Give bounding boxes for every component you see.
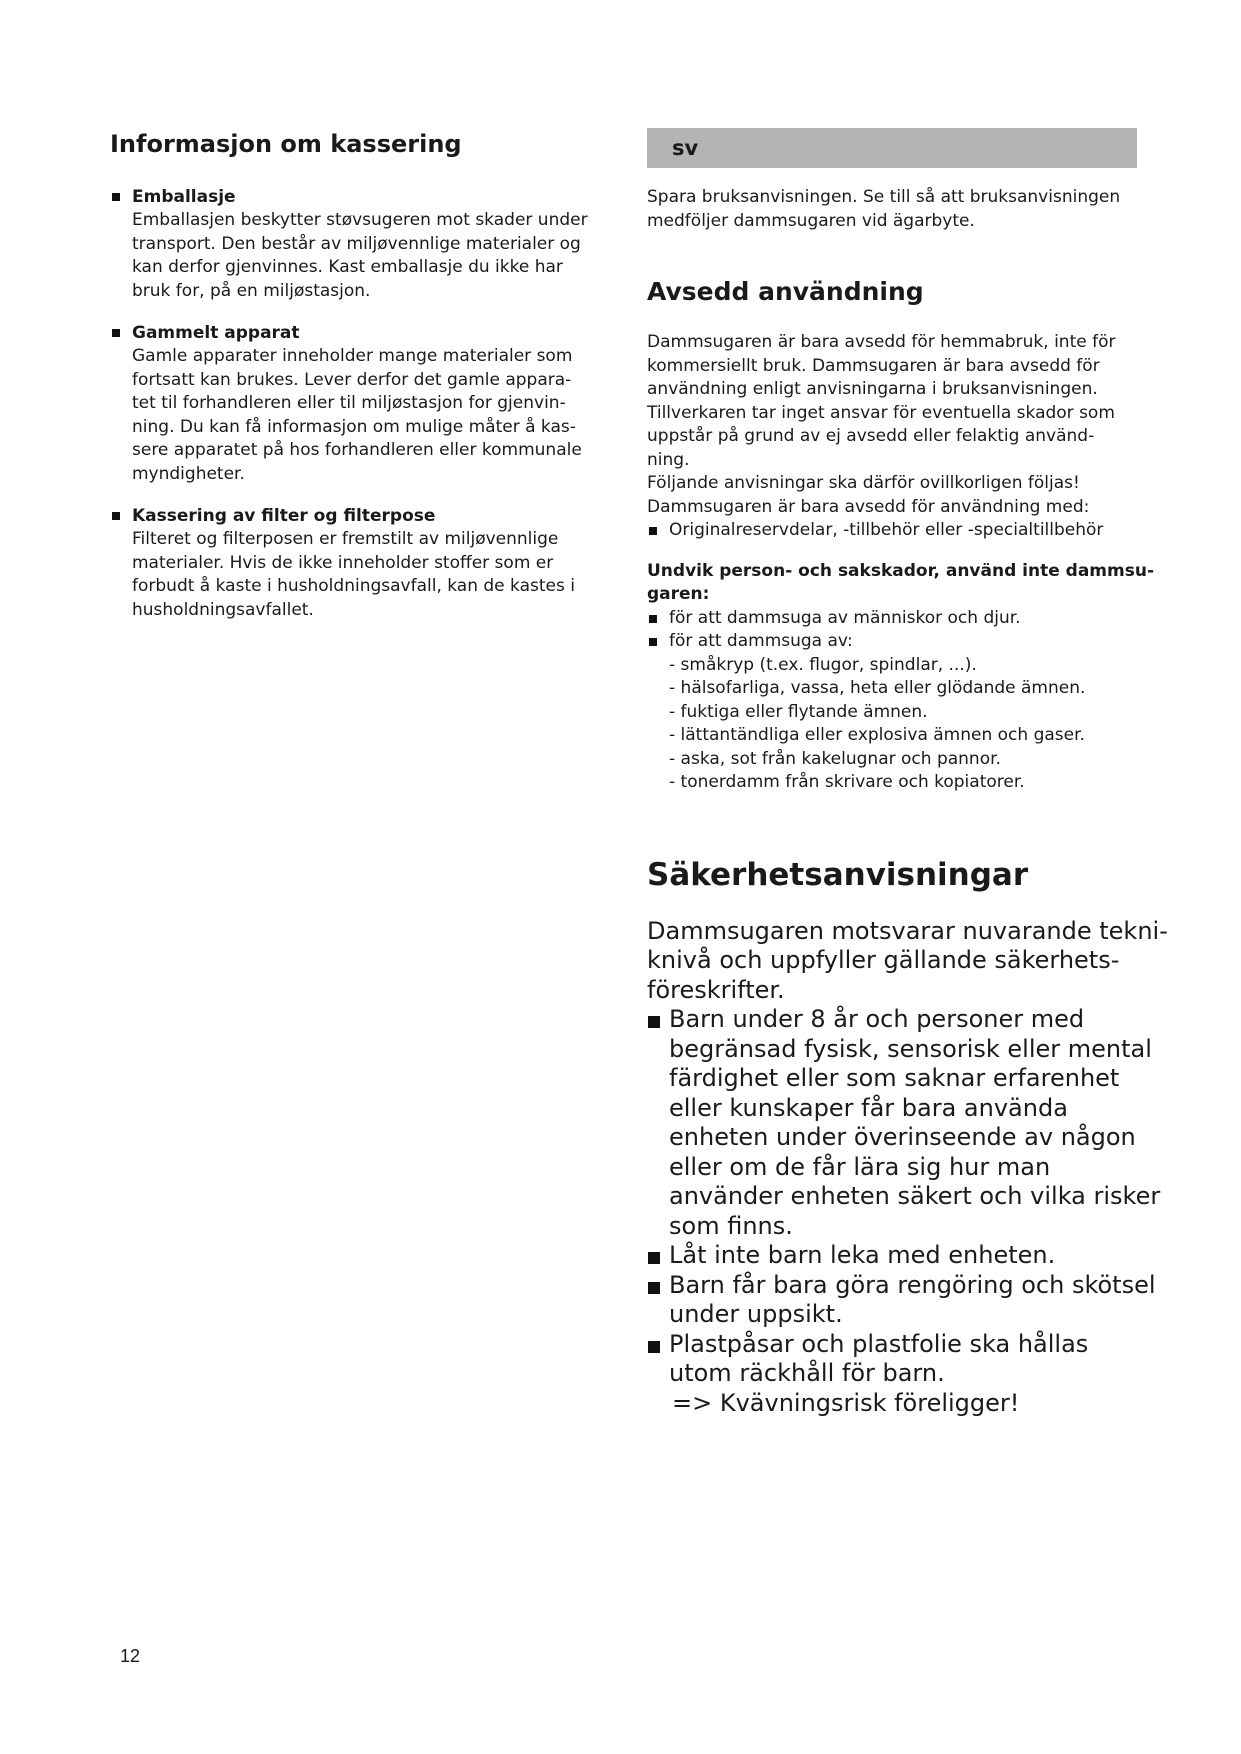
right-column: [647, 128, 1168, 1418]
language-bar: sv: [647, 128, 1137, 168]
list-item: - lättantändliga eller explosiva ämnen och gaser.: [669, 725, 1085, 745]
list-item: - hälsofarliga, vassa, heta eller glödande ämnen.: [669, 678, 1086, 698]
bullet-square-icon: [648, 1016, 660, 1028]
section-filter-disposal: [110, 505, 610, 622]
list-item: - tonerdamm från skrivare och kopiatorer.: [669, 772, 1025, 792]
list-item: Originalreservdelar, -tillbehör eller -specialtillbehör: [647, 519, 1137, 543]
safety-item: Låt inte barn leka med enheten.: [647, 1241, 1137, 1271]
bullet-square-icon: [112, 193, 120, 201]
safety-item: Barn får bara göra rengöring och skötsel under uppsikt.: [647, 1271, 1137, 1330]
list-item: - aska, sot från kakelugnar och pannor.: [669, 748, 1001, 769]
list-item: för att dammsuga av:: [647, 630, 1137, 654]
bullet-square-icon: [648, 1341, 660, 1353]
section-body: Gamle apparater inneholder mange materialer som fortsatt kan brukes. Lever derfor det gamle appara- tet til forhandleren eller til miljøstasjon for gjenvin- ning. Du kan få informasjon om mulige måter å kas- sere apparatet på hos forhandleren eller kommunale myndigheter.: [132, 346, 582, 484]
section-heading: Kassering av filter og filterpose: [110, 505, 610, 528]
bullet-square-icon: [649, 527, 657, 535]
bullet-square-icon: [649, 615, 657, 623]
dash-list: [647, 654, 1137, 795]
safety-intro: Dammsugaren motsvarar nuvarande tekni- knivå och uppfyller gällande säkerhets- föreskrifter.: [647, 916, 1168, 1004]
section-old-appliance: [110, 322, 610, 486]
intro-text: Spara bruksanvisningen. Se till så att bruksanvisningen medföljer dammsugaren vid ägarbyte.: [647, 187, 1121, 231]
section-body: Filteret og filterposen er fremstilt av miljøvennlige materialer. Hvis de ikke inneholder stoffer som er forbudt å kaste i husholdningsavfall, kan de kastes i husholdningsavfallet.: [132, 529, 575, 620]
bullet-square-icon: [112, 512, 120, 520]
list-item: för att dammsuga av människor och djur.: [647, 607, 1137, 631]
list-item: - småkryp (t.ex. flugor, spindlar, ...).: [669, 654, 977, 675]
warning-heading: Undvik person- och sakskador, använd inte dammsu- garen:: [647, 560, 1155, 604]
section-heading: Gammelt apparat: [110, 322, 610, 345]
section-heading: Emballasje: [110, 186, 610, 209]
suffocation-warning: => Kvävningsrisk föreligger!: [672, 1388, 1020, 1417]
safety-item: Plastpåsar och plastfolie ska hållas utom räckhåll för barn.: [647, 1330, 1137, 1389]
safety-title: Säkerhetsanvisningar: [647, 856, 1029, 893]
list-item: - fuktiga eller flytande ämnen.: [669, 701, 928, 722]
bullet-square-icon: [648, 1282, 660, 1294]
bullet-square-icon: [112, 329, 120, 337]
page-number: 12: [120, 1646, 141, 1666]
bullet-square-icon: [649, 638, 657, 646]
section-packaging: [110, 186, 610, 303]
left-column: [110, 128, 610, 641]
intended-use-title: Avsedd användning: [647, 277, 924, 306]
intended-use-text: Dammsugaren är bara avsedd för hemmabruk, inte för kommersiellt bruk. Dammsugaren är bara avsedd för användning enligt anvisningarna i bruksanvisningen. Tillverkaren tar inget ansvar för eventuella skador som uppstår på grund av ej avsedd eller felaktig använd- ning. Följande anvisningar ska därför ovillkorligen följas! Dammsugaren är bara avsedd för användning med:: [647, 332, 1116, 517]
safety-item: Barn under 8 år och personer med begränsad fysisk, sensorisk eller mental färdighet eller som saknar erfarenhet eller kunskaper får bara använda enheten under överinseende av någon eller om de får lära sig hur man använder enheten säkert och vilka risker som finns.: [647, 1005, 1137, 1241]
disposal-title: Informasjon om kassering: [110, 130, 462, 158]
section-body: Emballasjen beskytter støvsugeren mot skader under transport. Den består av miljøvennlige materialer og kan derfor gjenvinnes. Kast emballasje du ikke har bruk for, på en miljøstasjon.: [132, 210, 588, 301]
bullet-square-icon: [648, 1252, 660, 1264]
